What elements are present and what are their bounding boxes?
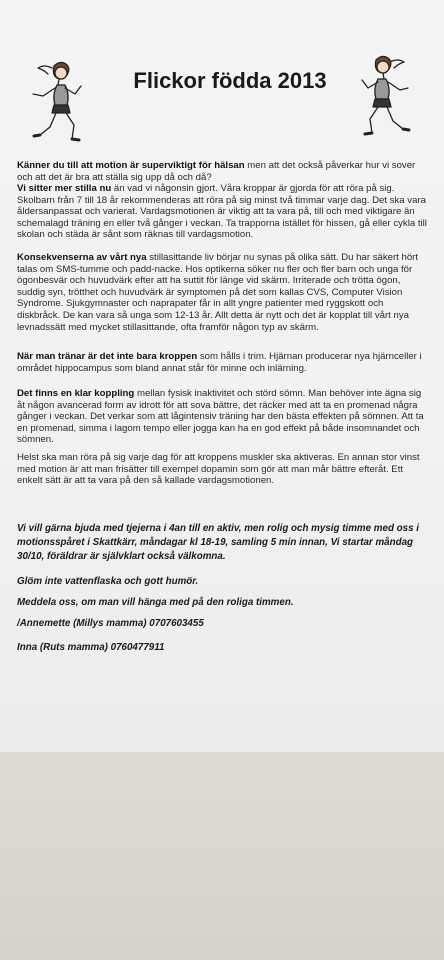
- paragraph-lead: När man tränar är det inte bara kroppen: [17, 351, 198, 362]
- paragraph-consequences: [17, 252, 429, 333]
- paragraph-lead: Det finns en klar koppling: [17, 388, 135, 399]
- runner-girl-icon: [350, 52, 414, 140]
- runner-girl-icon: [30, 58, 94, 146]
- reminder-text: Glöm inte vattenflaska och gott humör.: [17, 576, 199, 587]
- paragraph-sleep: [17, 388, 429, 446]
- paragraph-brain: [17, 351, 429, 374]
- paragraph-sitting-still: [17, 183, 429, 241]
- page-title: Flickor födda 2013: [133, 68, 327, 93]
- paragraph-text: som hålls i trim. Hjärnan producerar nya hjärnceller i området hippocampus som bland annat står för minne och inlärning.: [17, 351, 422, 374]
- paragraph-lead: Vi sitter mer stilla nu: [17, 183, 112, 194]
- contact-inna: Inna (Ruts mamma) 0760477911: [17, 642, 165, 653]
- contact-note: Meddela oss, om man vill hänga med på den roliga timmen.: [17, 597, 294, 608]
- paragraph-text: Helst ska man röra på sig varje dag för att kroppens muskler ska aktiveras. En annan stor vinst med motion är att man frisätter till exempel dopamin som gör att man mår bättre efteråt. Ett enkelt sätt är att ta vara på den så kallade vardagsmotionen.: [17, 452, 420, 487]
- paragraph-text: stillasittande liv börjar nu synas på olika sätt. Du har säkert hört talas om SMS-tumme och padd-nacke. Hos optikerna söker nu fler och fler barn och unga för ögonbesvär och huvudvärk efter att ha suttit för länge vid skärm. Irriterade och trötta ögon, suddig syn, trötthet och huvudvärk är symptomen på det som kallas CVS, Computer Vision Syndrome. Sjukgymnaster och naprapater får in allt yngre patienter med ryggskott och diskbråck. De kan vara så unga som 12-13 år. Allt detta är nytt och det är kopplat till vårt nya levnadssätt med mycket stillasittande, ofta framför någon typ av skärm.: [17, 252, 419, 333]
- paragraph-text: än vad vi någonsin gjort. Våra kroppar är gjorda för att röra på sig. Skolbarn från 7 till 18 år rekommenderas att röra på sig minst två timmar varje dag. Det ska vara åldersanpassat och varierat. Vardagsmotionen är viktig att ta vara på, till och med viktigare än schemalagd träning en eller två gånger i veckan. Ta trapporna istället för hissen, gå eller cykla till skolan och städa är sånt som räknas till vardagsmotion.: [17, 183, 427, 241]
- paragraph-lead: Konsekvenserna av vårt nya: [17, 252, 147, 263]
- paragraph-text: men att det också påverkar hur vi sover och att det är bra att ställa sig upp då och då?: [17, 160, 416, 183]
- background-wall: [0, 752, 444, 960]
- paragraph-daily-exercise: [17, 452, 429, 487]
- contact-annemette: /Annemette (Millys mamma) 0707603455: [17, 618, 204, 629]
- paragraph-lead: Känner du till att motion är superviktigt för hälsan: [17, 160, 245, 171]
- paragraph-intro: [17, 160, 429, 183]
- paragraph-text: mellan fysisk inaktivitet och störd sömn. Man behöver inte ägna sig åt någon avancerad form av idrott för att sova bättre, det räcker med att ta en promenad några gånger i veckan. Det verkar som att lågintensiv träning har den bästa effekten på sömnen. Att ta en promenad, simma i lagom tempo eller jogga kan ha en god effekt på både insomnandet och sömnen.: [17, 388, 424, 446]
- invitation-text: Vi vill gärna bjuda med tjejerna i 4an till en aktiv, men rolig och mysig timme med oss i motionsspåret i Skattkärr, måndagar kl 18-19, samling 5 min innan, Vi startar måndag 30/10, föräldrar är självklart också välkomna.: [17, 523, 419, 562]
